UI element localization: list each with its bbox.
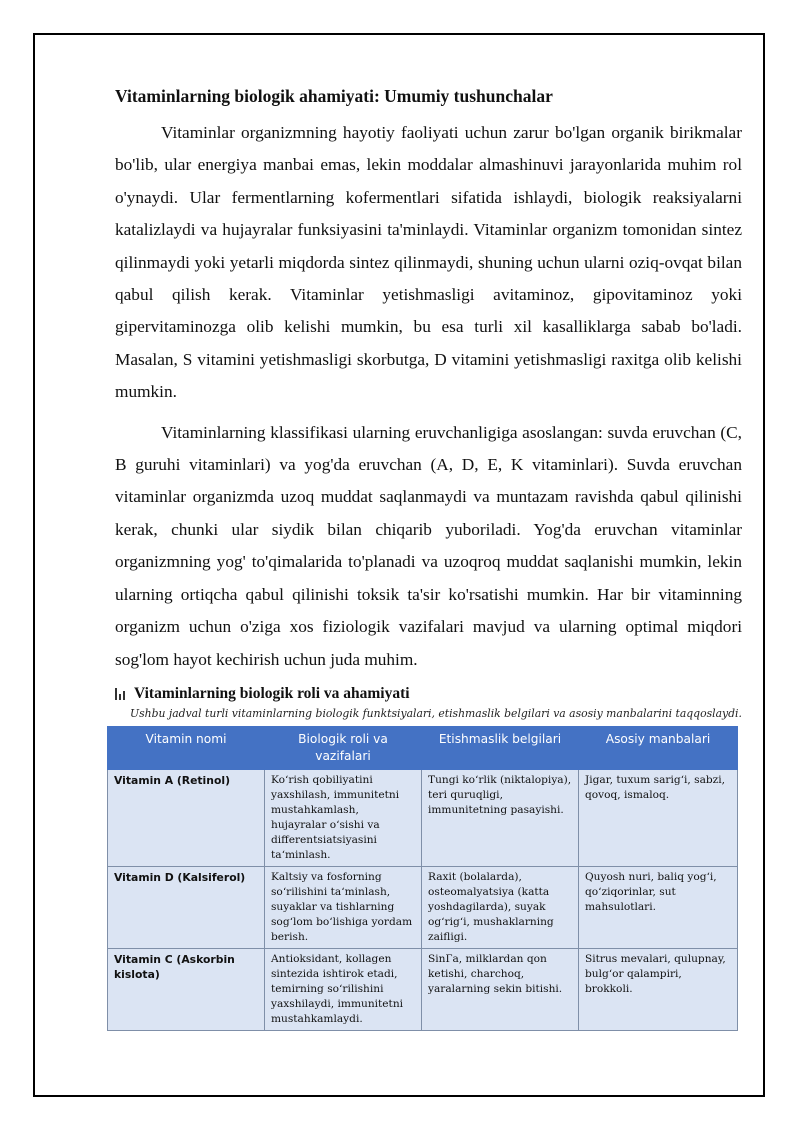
- vitamin-table: [107, 726, 738, 1031]
- deficiency-cell: Raxit (bolalarda), osteomalyatsiya (katta yoshdagilarda), suyak og‘rig‘i, mushaklarning zaifligi.: [422, 866, 579, 948]
- sources-cell: Quyosh nuri, baliq yog‘i, qo‘ziqorinlar, sut mahsulotlari.: [579, 866, 738, 948]
- role-cell: Antioksidant, kollagen sintezida ishtirok etadi, temirning so‘rilishini yaxshilaydi, immunitetni mustahkamlaydi.: [265, 948, 422, 1030]
- bar-chart-icon: [115, 688, 127, 700]
- table-title: [115, 685, 742, 703]
- column-header: Asosiy manbalari: [579, 726, 738, 769]
- vitamin-name-cell: Vitamin D (Kalsiferol): [108, 866, 265, 948]
- deficiency-cell: SinГa, milklardan qon ketishi, charchoq, yaralarning sekin bitishi.: [422, 948, 579, 1030]
- document-heading: Vitaminlarning biologik ahamiyati: Umumiy tushunchalar: [115, 86, 553, 106]
- vitamin-name-cell: Vitamin C (Askorbin kislota): [108, 948, 265, 1030]
- paragraph-2: Vitaminlarning klassifikasi ularning eruvchanligiga asoslangan: suvda eruvchan (C, B guruhi vitaminlari) va yog'da eruvchan (A, D, E, K vitaminlari). Suvda eruvchan vitaminlar organizmda uzoq muddat saqlanmaydi va muntazam ravishda qabul qilinishi kerak, chunki ular siydik bilan chiqarib yuboriladi. Yog'da eruvchan vitaminlar organizmning yog' to'qimalarida to'planadi va uzoqroq muddat saqlanishi mumkin, lekin ularning ortiqcha qabul qilinishi toksik ta'sir ko'rsatishi mumkin. Har bir vitaminning organizm uchun o'ziga xos fiziologik vazifalari mavjud va ularning optimal miqdori sog'lom hayot kechirish uchun juda muhim.: [115, 422, 742, 669]
- role-cell: Kaltsiy va fosforning so‘rilishini ta‘minlash, suyaklar va tishlarning sog‘lom bo‘lishiga yordam berish.: [265, 866, 422, 948]
- table-row: [108, 866, 738, 948]
- document-body: [115, 86, 742, 1031]
- role-cell: Ko‘rish qobiliyatini yaxshilash, immunitetni mustahkamlash, hujayralar o‘sishi va differentsiatsiyasini ta‘minlash.: [265, 769, 422, 866]
- table-title-text: Vitaminlarning biologik roli va ahamiyati: [134, 684, 410, 702]
- column-header: Etishmaslik belgilari: [422, 726, 579, 769]
- vitamin-name-cell: Vitamin A (Retinol): [108, 769, 265, 866]
- table-header-row: [108, 726, 738, 769]
- table-row: [108, 769, 738, 866]
- column-header: Vitamin nomi: [108, 726, 265, 769]
- column-header: Biologik roli va vazifalari: [265, 726, 422, 769]
- sources-cell: Jigar, tuxum sarig‘i, sabzi, qovoq, ismaloq.: [579, 769, 738, 866]
- deficiency-cell: Tungi ko‘rlik (niktalopiya), teri quruqligi, immunitetning pasayishi.: [422, 769, 579, 866]
- table-caption: Ushbu jadval turli vitaminlarning biologik funktsiyalari, etishmaslik belgilari va asosiy manbalarini taqqoslaydi.: [130, 706, 742, 720]
- sources-cell: Sitrus mevalari, qulupnay, bulg‘or qalampiri, brokkoli.: [579, 948, 738, 1030]
- paragraph-1: Vitaminlar organizmning hayotiy faoliyati uchun zarur bo'lgan organik birikmalar bo'lib, ular energiya manbai emas, lekin moddalar almashinuvi jarayonlarida muhim rol o'ynaydi. Ular fermentlarning kofermentlari sifatida ishlaydi, biologik reaksiyalarni katalizlaydi va hujayralar funksiyasini ta'minlaydi. Vitaminlar organizm tomonidan sintez qilinmaydi yoki yetarli miqdorda sintez qilinmaydi, shuning uchun ularni oziq-ovqat bilan qabul qilish kerak. Vitaminlar yetishmasligi avitaminoz, gipovitaminoz yoki gipervitaminozga olib kelishi mumkin, bu esa turli xil kasalliklarga sabab bo'ladi. Masalan, S vitamini yetishmasligi skorbutga, D vitamini yetishmasligi raxitga olib kelishi mumkin.: [115, 123, 742, 402]
- table-row: [108, 948, 738, 1030]
